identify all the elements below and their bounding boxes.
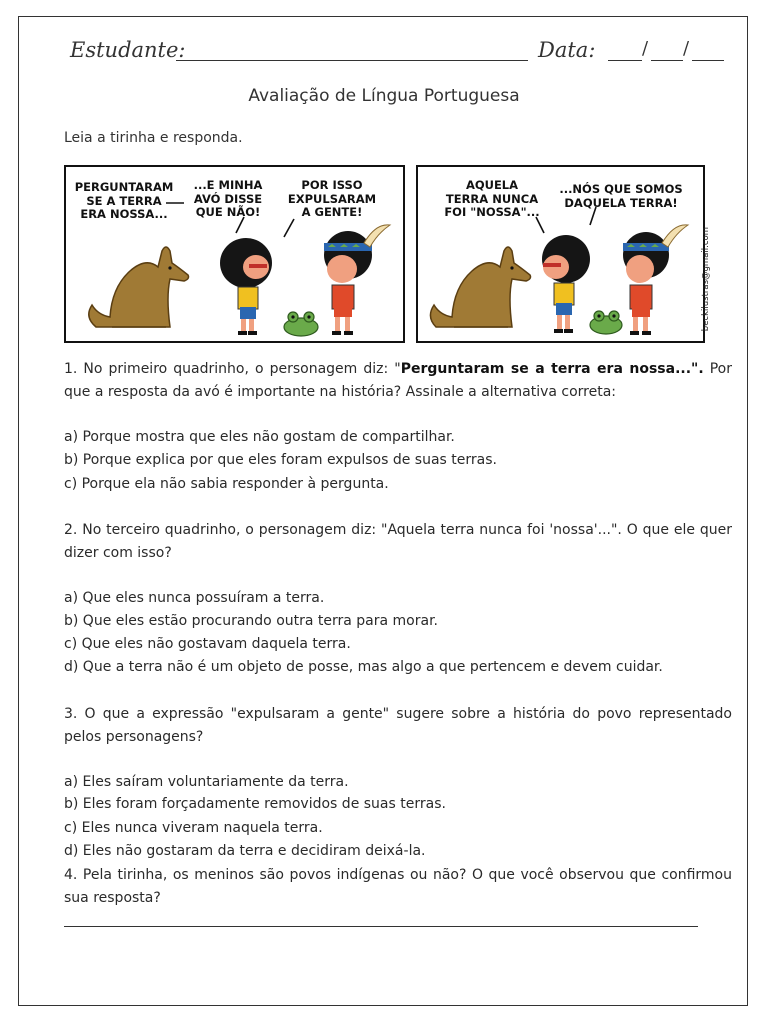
speech-bubble-3: POR ISSO EXPULSARAM A GENTE! (287, 178, 377, 219)
speech-bubble-2: ...E MINHA AVÓ DISSE QUE NÃO! (193, 178, 263, 219)
comic-panel-1 (64, 165, 405, 343)
question-1 (64, 358, 732, 404)
question-3-option-d[interactable]: d) Eles não gostaram da terra e decidiram deixá-la. (64, 843, 426, 859)
date-day-line[interactable] (608, 60, 642, 61)
question-3: 3. O que a expressão "expulsaram a gente" sugere sobre a história do povo representado pelos personagens? (64, 706, 732, 745)
boy-2-illustration (324, 225, 390, 335)
header (70, 38, 730, 68)
date-separator: / (683, 38, 690, 59)
boy-1-illustration (220, 238, 272, 335)
question-2-option-d[interactable]: d) Que a terra não é um objeto de posse, mas algo a que pertencem e devem cuidar. (64, 659, 663, 675)
question-2: 2. No terceiro quadrinho, o personagem diz: "Aquela terra nunca foi 'nossa'...". O que ele quer dizer com isso? (64, 522, 732, 561)
comic-panel-2 (416, 165, 711, 343)
question-3-option-c[interactable]: c) Eles nunca viveram naquela terra. (64, 820, 323, 836)
question-1-text: 1. No primeiro quadrinho, o personagem diz: " (64, 361, 401, 377)
student-label: Estudante: (70, 38, 186, 62)
question-3-option-a[interactable]: a) Eles saíram voluntariamente da terra. (64, 774, 349, 790)
date-year-line[interactable] (692, 60, 724, 61)
date-separator: / (642, 38, 649, 59)
artist-credit: beckilustras@gmail.com (701, 227, 711, 332)
speech-tail (284, 219, 294, 237)
question-3-option-b[interactable]: b) Eles foram forçadamente removidos de suas terras. (64, 796, 446, 812)
frog-illustration (284, 312, 318, 336)
question-1-quote: Perguntaram se a terra era nossa...". (400, 361, 704, 377)
question-1-option-c[interactable]: c) Porque ela não sabia responder à pergunta. (64, 476, 389, 492)
date-label: Data: (538, 38, 596, 62)
answer-line[interactable] (64, 926, 698, 927)
speech-bubble-4: AQUELA TERRA NUNCA FOI "NOSSA"... (444, 178, 540, 219)
dog-illustration (89, 247, 189, 327)
page-title: Avaliação de Língua Portuguesa (248, 86, 520, 106)
question-4: 4. Pela tirinha, os meninos são povos indígenas ou não? O que você observou que confirmou sua resposta? (64, 867, 732, 906)
question-2-option-c[interactable]: c) Que eles não gostavam daquela terra. (64, 636, 351, 652)
speech-bubble-1: PERGUNTARAM SE A TERRA ERA NOSSA... (74, 180, 174, 221)
dog-illustration (430, 247, 530, 327)
question-2-option-a[interactable]: a) Que eles nunca possuíram a terra. (64, 590, 325, 606)
date-month-line[interactable] (651, 60, 683, 61)
question-1-option-b[interactable]: b) Porque explica por que eles foram expulsos de suas terras. (64, 452, 497, 468)
question-1-option-a[interactable]: a) Porque mostra que eles não gostam de compartilhar. (64, 429, 455, 445)
question-2-option-b[interactable]: b) Que eles estão procurando outra terra para morar. (64, 613, 439, 629)
frog-illustration (590, 311, 622, 334)
question-1-text-rest: Por que a resposta da avó é importante na história? Assinale a alternativa correta: (64, 361, 732, 400)
student-name-line[interactable] (176, 60, 528, 61)
boy-2-illustration (623, 225, 688, 335)
boy-1-illustration (542, 235, 590, 333)
instruction: Leia a tirinha e responda. (64, 130, 243, 146)
speech-bubble-5: ...NÓS QUE SOMOS DAQUELA TERRA! (559, 182, 683, 210)
